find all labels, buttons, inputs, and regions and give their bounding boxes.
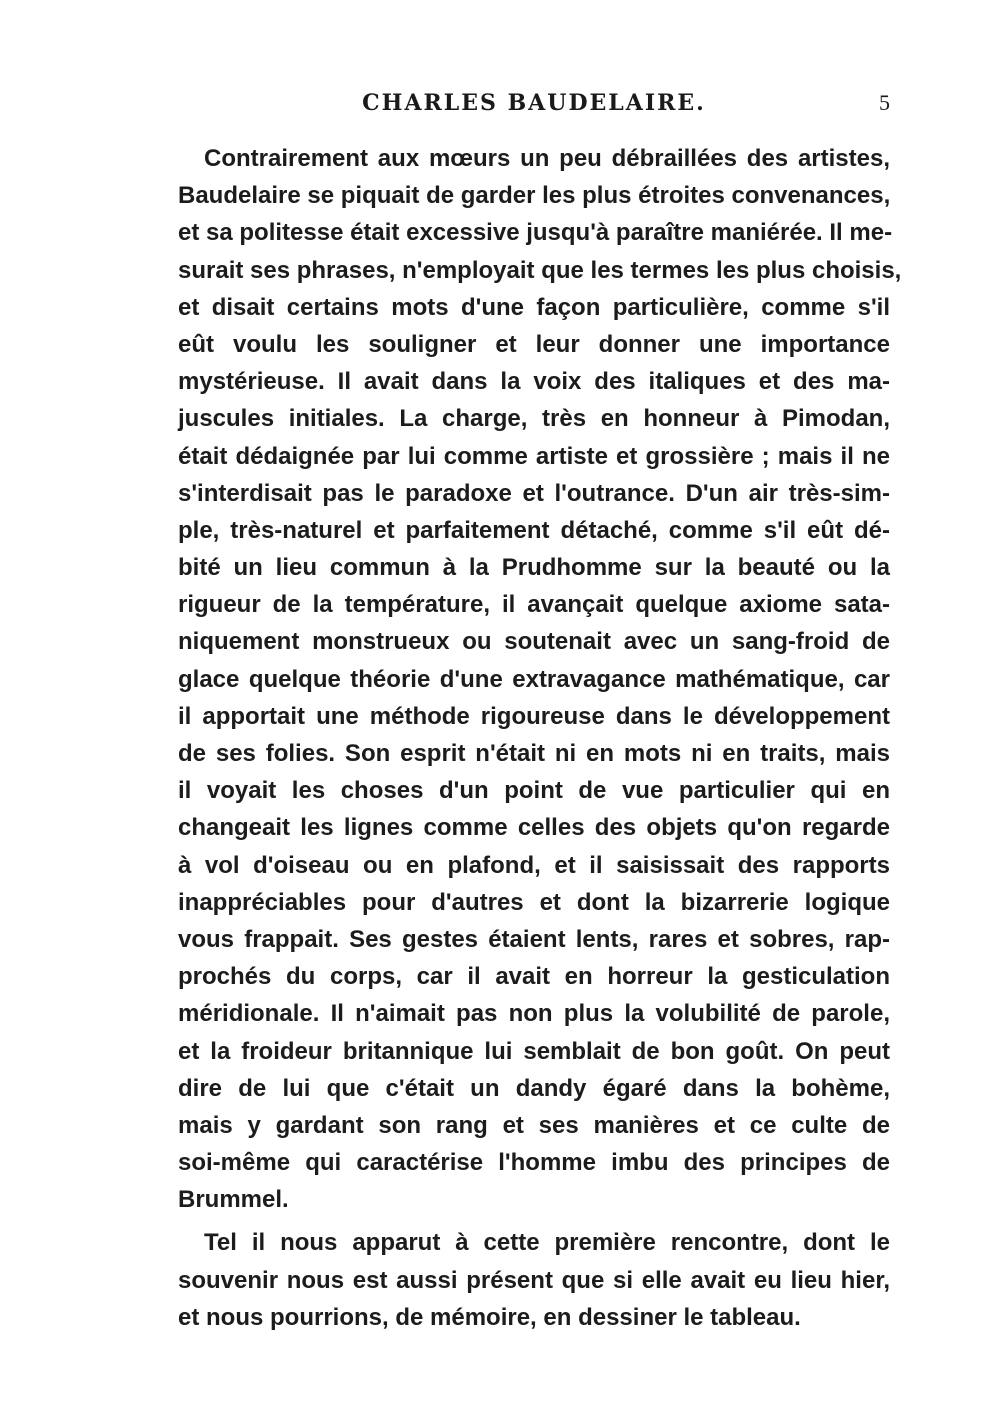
text-line: méridionale. Il n'aimait pas non plus la volubilité de parole, bbox=[178, 1000, 890, 1028]
page-number: 5 bbox=[879, 90, 890, 115]
text-line: Baudelaire se piquait de garder les plus étroites convenances, bbox=[178, 182, 891, 210]
text-line: dire de lui que c'était un dandy égaré dans la bohème, bbox=[178, 1074, 890, 1102]
text-line: prochés du corps, car il avait en horreur la gesticulation bbox=[178, 963, 890, 991]
text-line: Tel il nous apparut à cette première rencontre, dont le bbox=[204, 1229, 890, 1257]
text-line: vous frappait. Ses gestes étaient lents, rares et sobres, rap- bbox=[178, 925, 890, 953]
paragraph-2 bbox=[178, 1224, 890, 1336]
text-line: niquement monstrueux ou soutenait avec un sang-froid de bbox=[178, 628, 890, 656]
text-line: glace quelque théorie d'une extravagance mathématique, car bbox=[178, 665, 890, 693]
text-line: changeait les lignes comme celles des objets qu'on regarde bbox=[178, 814, 890, 842]
text-line: il apportait une méthode rigoureuse dans le développement bbox=[178, 702, 890, 730]
text-line: bité un lieu commun à la Prudhomme sur la beauté ou la bbox=[178, 554, 890, 582]
body-text bbox=[178, 140, 902, 1336]
text-line: soi-même qui caractérise l'homme imbu des principes de bbox=[178, 1149, 890, 1177]
text-line: juscules initiales. La charge, très en honneur à Pimodan, bbox=[178, 405, 890, 433]
text-line: et disait certains mots d'une façon particulière, comme s'il bbox=[178, 293, 890, 321]
text-line: surait ses phrases, n'employait que les termes les plus choisis, bbox=[178, 256, 902, 284]
text-line: ple, très-naturel et parfaitement détaché, comme s'il eût dé- bbox=[178, 516, 890, 544]
text-line: eût voulu les souligner et leur donner une importance bbox=[178, 330, 890, 358]
paragraph-1 bbox=[178, 140, 902, 1218]
text-line: et la froideur britannique lui semblait de bon goût. On peut bbox=[178, 1037, 890, 1065]
text-line: s'interdisait pas le paradoxe et l'outrance. D'un air très-sim- bbox=[178, 479, 890, 507]
running-head bbox=[178, 88, 890, 118]
text-line: Contrairement aux mœurs un peu débraillées des artistes, bbox=[204, 145, 890, 172]
text-line: était dédaignée par lui comme artiste et grossière ; mais il ne bbox=[178, 442, 890, 470]
text-line: mais y gardant son rang et ses manières et ce culte de bbox=[178, 1111, 890, 1139]
text-line: Brummel. bbox=[178, 1186, 289, 1214]
text-line: il voyait les choses d'un point de vue particulier qui en bbox=[178, 777, 890, 805]
text-line: mystérieuse. Il avait dans la voix des italiques et des ma- bbox=[178, 368, 890, 396]
text-line: rigueur de la température, il avançait quelque axiome sata- bbox=[178, 591, 890, 619]
text-line: de ses folies. Son esprit n'était ni en mots ni en traits, mais bbox=[178, 740, 890, 767]
running-title: CHARLES BAUDELAIRE. bbox=[362, 90, 706, 116]
text-line: inappréciables pour d'autres et dont la bizarrerie logique bbox=[178, 888, 890, 916]
text-line: souvenir nous est aussi présent que si elle avait eu lieu hier, bbox=[178, 1266, 890, 1294]
text-line: et nous pourrions, de mémoire, en dessiner le tableau. bbox=[178, 1303, 801, 1331]
text-line: et sa politesse était excessive jusqu'à paraître maniérée. Il me- bbox=[178, 219, 893, 247]
text-line: à vol d'oiseau ou en plafond, et il saisissait des rapports bbox=[178, 851, 890, 879]
